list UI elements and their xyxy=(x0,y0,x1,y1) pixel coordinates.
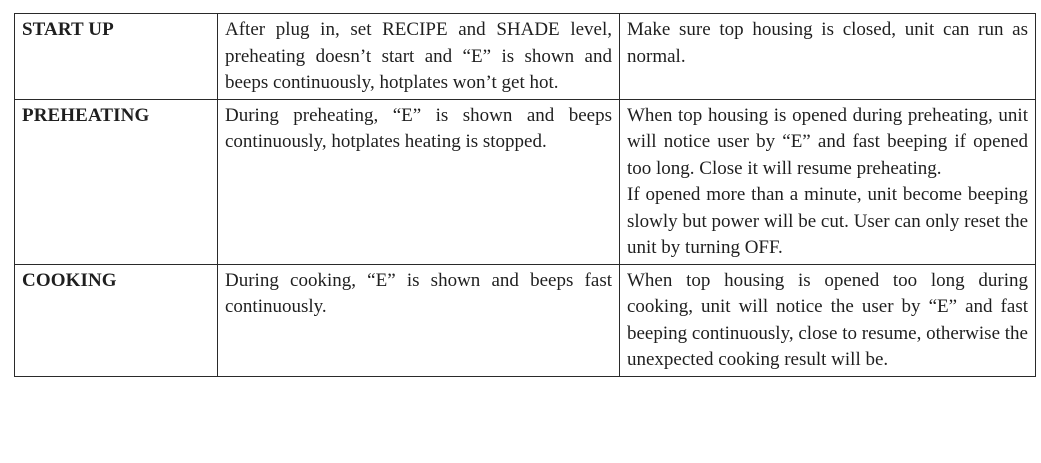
solution-paragraph: If opened more than a minute, unit become beeping slowly but power will be cut. User can only reset the unit by turning OFF. xyxy=(627,184,1028,258)
solution-paragraph: When top housing is opened during preheating, unit will notice user by “E” and fast beeping if opened too long. Close it will resume preheating. xyxy=(627,104,1028,179)
stage-cell: COOKING xyxy=(15,264,218,376)
table-row xyxy=(15,14,1036,100)
solution-paragraph: When top housing is opened too long during cooking, unit will notice the user by “E” and fast beeping continuously, close to resume, otherwise the unexpected cooking result will be. xyxy=(627,269,1028,370)
description-cell: After plug in, set RECIPE and SHADE level, preheating doesn’t start and “E” is shown and beeps continuously, hotplates won’t get hot. xyxy=(218,14,620,100)
solution-cell xyxy=(620,264,1036,376)
stage-cell: START UP xyxy=(15,14,218,100)
description-cell: During preheating, “E” is shown and beeps continuously, hotplates heating is stopped. xyxy=(218,99,620,264)
solution-cell xyxy=(620,99,1036,264)
solution-cell xyxy=(620,14,1036,100)
stage-cell: PREHEATING xyxy=(15,99,218,264)
solution-paragraph: Make sure top housing is closed, unit can run as normal. xyxy=(627,19,1028,67)
troubleshooting-table xyxy=(14,13,1036,377)
description-cell: During cooking, “E” is shown and beeps fast continuously. xyxy=(218,264,620,376)
table-row xyxy=(15,264,1036,376)
table-row xyxy=(15,99,1036,264)
